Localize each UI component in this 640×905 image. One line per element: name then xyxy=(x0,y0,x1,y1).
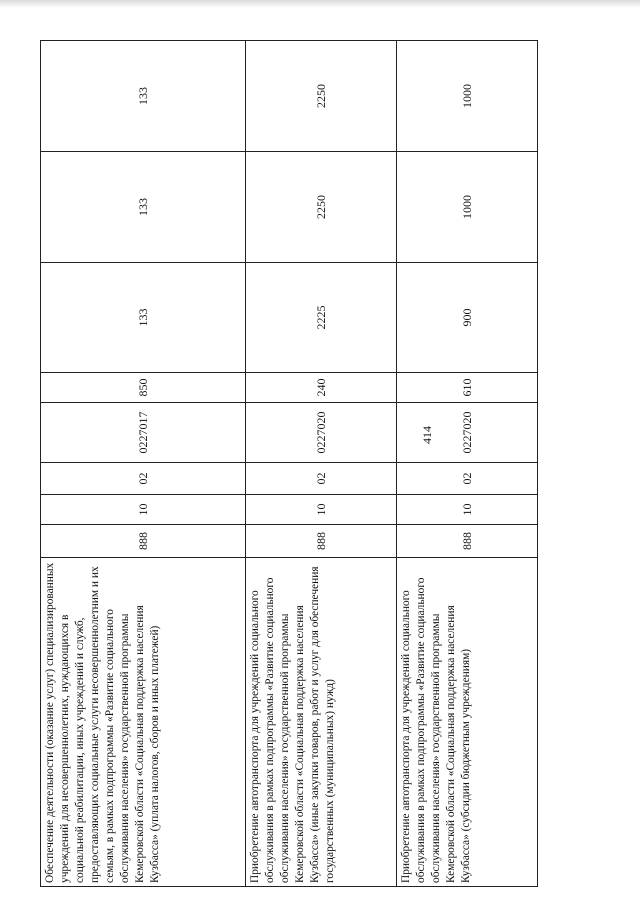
row-1-amount-1: 133 xyxy=(40,263,246,372)
column-section xyxy=(40,494,538,524)
row-3-target-article: 0227020 xyxy=(397,403,538,462)
row-2-ministry-code: 888 xyxy=(246,525,397,557)
budget-table xyxy=(40,40,538,887)
column-amount-2 xyxy=(40,151,538,262)
column-expense-type xyxy=(40,372,538,402)
column-ministry-code xyxy=(40,524,538,557)
row-1-amount-3: 133 xyxy=(40,41,246,151)
row-2-expense-type: 240 xyxy=(246,373,397,402)
page-number: 414 xyxy=(420,426,434,444)
row-3-amount-2: 1000 xyxy=(397,152,538,262)
row-3-expense-type: 610 xyxy=(397,373,538,402)
column-name xyxy=(40,557,538,887)
row-3-section: 10 xyxy=(397,495,538,524)
row-3-subsection: 02 xyxy=(397,463,538,494)
row-1-section: 10 xyxy=(40,495,246,524)
column-amount-3 xyxy=(40,40,538,151)
column-target-article xyxy=(40,402,538,462)
row-2-amount-2: 2250 xyxy=(246,152,397,262)
row-2-amount-3: 2250 xyxy=(246,41,397,151)
row-3-ministry-code: 888 xyxy=(397,525,538,557)
row-2-amount-1: 2225 xyxy=(246,263,397,372)
row-3-amount-3: 1000 xyxy=(397,41,538,151)
row-2-section: 10 xyxy=(246,495,397,524)
column-subsection xyxy=(40,462,538,494)
row-1-amount-2: 133 xyxy=(40,152,246,262)
row-1-target-article: 0227017 xyxy=(40,403,246,462)
row-1-name: Обеспечение деятельности (оказание услуг) специализированных учреждений для несовершеннолетних, нуждающихся в социальной реабилитации, иных учреждений и служб, предоставляющих социальные услуги несовершеннолетним и их семьям, в рамках подпрограммы «Развитие социального обслуживания населения» государственной программы Кемеровской области «Социальная поддержка населения Кузбасса» (уплата налогов, сборов и иных платежей) xyxy=(40,558,246,886)
row-1-ministry-code: 888 xyxy=(40,525,246,557)
row-2-name: Приобретение автотранспорта для учреждений социального обслуживания в рамках подпрограммы «Развитие социального обслуживания населения» государственной программы Кемеровской области «Социальная поддержка населения Кузбасса» (иные закупки товаров, работ и услуг для обеспечения государственных (муниципальных) нужд) xyxy=(246,558,397,886)
row-1-expense-type: 850 xyxy=(40,373,246,402)
row-2-target-article: 0227020 xyxy=(246,403,397,462)
scan-edge xyxy=(0,0,640,8)
row-3-amount-1: 900 xyxy=(397,263,538,372)
row-1-subsection: 02 xyxy=(40,463,246,494)
row-3-name: Приобретение автотранспорта для учреждений социального обслуживания в рамках подпрограммы «Развитие социального обслуживания населения» государственной программы Кемеровской области «Социальная поддержка населения Кузбасса» (субсидии бюджетным учреждениям) xyxy=(397,558,538,886)
row-2-subsection: 02 xyxy=(246,463,397,494)
column-amount-1 xyxy=(40,262,538,372)
